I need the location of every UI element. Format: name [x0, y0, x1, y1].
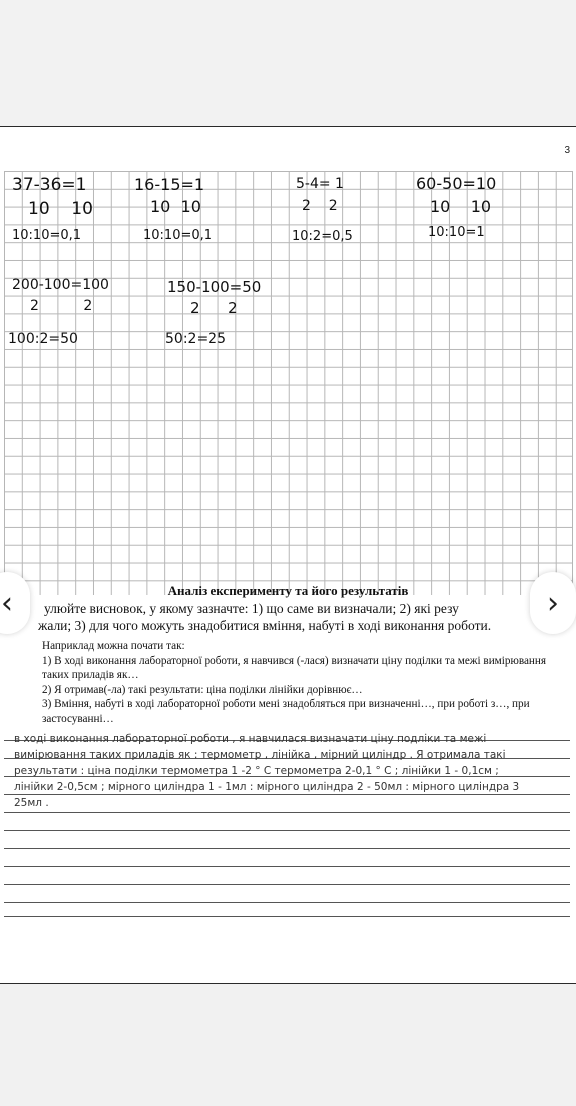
example-block — [42, 639, 564, 726]
ruled-line — [4, 812, 570, 813]
calc-eq-2: 16-15=1 — [134, 175, 205, 194]
example-item-3: 3) Вміння, набуті в ході лабораторної роботи мені знадобляться при визначенні…, при роботі з…, при застосуванні… — [42, 698, 530, 725]
calc-eq-4: 60-50=10 — [416, 174, 497, 193]
answer-line-1: в ході виконання лабораторної роботи , я навчилася визначати ціну подліки та межі — [14, 733, 487, 745]
calc-eq-5: 200-100=100 — [12, 277, 109, 293]
calc-div-6: 2 2 — [190, 299, 238, 317]
calc-res-1: 10:10=0,1 — [12, 228, 82, 243]
calc-div-4: 10 10 — [430, 197, 492, 216]
chevron-left-icon: ‹ — [1, 585, 13, 621]
calc-res-5: 100:2=50 — [8, 331, 78, 347]
instruction-text — [30, 600, 550, 634]
calc-res-3: 10:2=0,5 — [292, 229, 353, 244]
ruled-line — [4, 866, 570, 867]
calc-res-6: 50:2=25 — [165, 331, 226, 347]
answer-text — [14, 731, 566, 811]
example-item-2: 2) Я отримав(-ла) такі результати: ціна поділки лінійки дорівнює… — [42, 683, 363, 696]
answer-line-4: лінійки 2-0,5см ; мірного циліндра 1 - 1мл : мірного циліндра 2 - 50мл : мірного циліндра 3 — [14, 781, 520, 793]
answer-line-2: вимірювання таких приладів як : термометр , лінійка , мірний циліндр . Я отримала такі — [14, 749, 506, 761]
calc-res-2: 10:10=0,1 — [143, 228, 213, 243]
ruled-line — [4, 830, 570, 831]
calc-eq-1: 37-36=1 — [12, 175, 87, 195]
calc-div-1: 10 10 — [28, 199, 93, 219]
ruled-line — [4, 884, 570, 885]
answer-line-3: результати : ціна поділки термометра 1 -2 ° С термометра 2-0,1 ° С ; лінійки 1 - 0,1см ; — [14, 765, 499, 777]
calc-div-5: 2 2 — [30, 298, 93, 314]
example-intro: Наприклад можна почати так: — [42, 640, 185, 652]
example-item-1: 1) В ході виконання лабораторної роботи, я навчився (-лася) визначати ціну поділки та межі вимірювання таких приладів як… — [42, 654, 547, 681]
grid-paper — [4, 171, 573, 595]
calc-res-4: 10:10=1 — [428, 225, 485, 240]
ruled-line — [4, 848, 570, 849]
ruled-line — [4, 902, 570, 903]
calc-div-2: 10 10 — [150, 197, 201, 216]
instruction-line-1: улюйте висновок, у якому зазначте: 1) що саме ви визначали; 2) які резу — [44, 601, 459, 616]
calc-eq-3: 5-4= 1 — [296, 176, 344, 192]
section-title: Аналіз експерименту та його результатів — [167, 583, 409, 598]
calc-eq-6: 150-100=50 — [167, 278, 262, 296]
top-background — [0, 0, 576, 126]
answer-line-5: 25мл . — [14, 797, 49, 809]
instruction-line-2: жали; 3) для чого можуть знадобитися вміння, набуті в ході виконання роботи. — [38, 618, 492, 633]
chevron-right-icon: › — [547, 585, 559, 621]
page-number: 3 — [564, 145, 570, 156]
calc-div-3: 2 2 — [302, 198, 338, 214]
ruled-line — [4, 916, 570, 917]
workbook-page — [0, 126, 576, 984]
